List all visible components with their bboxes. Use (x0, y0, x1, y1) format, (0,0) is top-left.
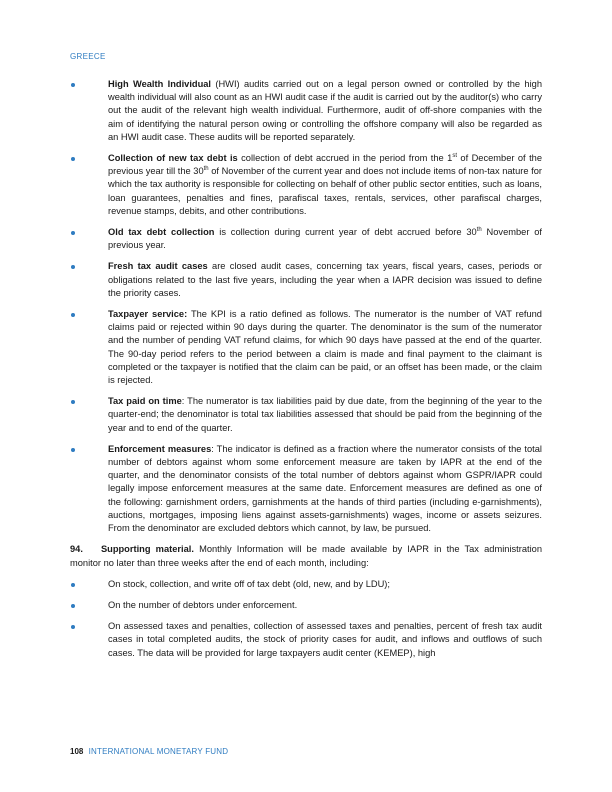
definition: are closed audit cases, concerning tax years, fiscal years, cases, periods or obligations related to the last five years, including the year when a IAPR decision was issued to define the priority cases. (108, 261, 542, 298)
term: Old tax debt collection (108, 227, 215, 238)
superscript: st (452, 152, 457, 159)
list-item (70, 308, 542, 387)
bullet-dot-icon (71, 265, 75, 269)
page-body (70, 78, 542, 668)
term: Tax paid on time (108, 396, 182, 407)
term: Enforcement measures (108, 443, 212, 454)
definition: The KPI is a ratio defined as follows. The numerator is the number of VAT refund claims paid or rejected within 90 days during the quarter. The denominator is the sum of the numerator and the number of pending VAT refund claims, for which 90 days have passed at the end of the quarter. The 90-day period refers to the period between a claim is made and final payment to the claimant is completed or the taxpayer is notified that the claim can be paid, or an offset has been made, or the claim is rejected. (108, 309, 542, 386)
list-item-text: On stock, collection, and write off of tax debt (old, new, and by LDU); (108, 578, 390, 589)
list-item (70, 226, 542, 252)
bullet-dot-icon (71, 231, 75, 235)
list-item-text: On assessed taxes and penalties, collection of assessed taxes and penalties, percent of fresh tax audit cases in total completed audits, the stock of priority cases for audit, and inflows and outflows of such cases. The data will be provided for large taxpayers audit center (KEMEP), high (108, 621, 542, 658)
bullet-dot-icon (71, 604, 75, 608)
footer-organization: INTERNATIONAL MONETARY FUND (88, 747, 229, 756)
bullet-dot-icon (71, 157, 75, 161)
bullet-dot-icon (71, 313, 75, 317)
definition: : The numerator is tax liabilities paid by due date, from the beginning of the year to the quarter-end; the denominator is total tax liabilities assessed that should be paid from the beginning of the year and to end of the quarter. (108, 396, 542, 433)
bullet-dot-icon (71, 83, 75, 87)
superscript: th (476, 226, 482, 233)
bullet-dot-icon (71, 448, 75, 452)
page-footer (70, 747, 228, 756)
bullet-dot-icon (71, 400, 75, 404)
list-item (70, 443, 542, 535)
list-item (70, 578, 542, 591)
list-item (70, 78, 542, 144)
definition: is collection during current year of debt accrued before 30 (214, 227, 477, 238)
running-head: GREECE (70, 52, 106, 61)
definition: (HWI) audits carried out on a legal person owned or controlled by the high wealth individual will also count as an HWI audit case if the audit is carried out by the auditor(s) who carry out the audit of the relevant high wealth individual. Furthermore, audit of off-shore companies with the aim of identifying the natural person owing or controlling the offshore company will also be regarded as an HWI audit case. These audits will be reported separately. (108, 79, 543, 142)
list-item (70, 152, 542, 218)
definition: of November of the current year and does not include items of non-tax nature for which the tax authority is responsible for collecting on behalf of other public sector entities, such as loans, loan guarantees, penalties and fines, parafiscal taxes, rentals, services, other parafiscal charges, revenue stamps, debits, and other contributions. (108, 166, 542, 216)
list-item (70, 260, 542, 300)
bullet-dot-icon (71, 583, 75, 587)
definition: : The indicator is defined as a fraction where the numerator consists of the total number of debtors against whom some enforcement measure are taken by IAPR at the end of the quarter, and the denominator consists of the total number of debtors against whom GSPR/IAPR could legally impose enforcement measures at the same date. Enforcement measures are defined as one of the following: garnishment orders, garnishments at the hands of third parties (including e-garnishments), auctions, mortgages, imposing liens against assets-garnishments) wages, income or assets seizures. From the denominator are excluded debtors which cannot, by law, be pursued. (108, 443, 542, 534)
list-item-text: On the number of debtors under enforcement. (108, 599, 298, 610)
paragraph-number: 94. (70, 544, 83, 555)
list-item (70, 599, 542, 612)
paragraph-lead: Supporting material. (100, 544, 194, 555)
list-item (70, 395, 542, 435)
definition: of December of the previous year till the 30 (108, 153, 542, 177)
term: Collection of new tax debt is (108, 153, 238, 164)
bullet-dot-icon (71, 625, 75, 629)
definition: collection of debt accrued in the period from the 1 (237, 153, 453, 164)
term: High Wealth Individual (108, 79, 212, 89)
term: Fresh tax audit cases (108, 261, 208, 272)
definition: November of previous year. (108, 227, 542, 251)
page-number: 108 (70, 747, 84, 756)
paragraph-text: Monthly Information will be made available by IAPR in the Tax administration monitor no later than three weeks after the end of each month, including: (70, 544, 542, 568)
term: Taxpayer service: (108, 309, 188, 320)
superscript: th (203, 166, 209, 173)
numbered-paragraph (70, 543, 542, 569)
list-item (70, 620, 542, 660)
